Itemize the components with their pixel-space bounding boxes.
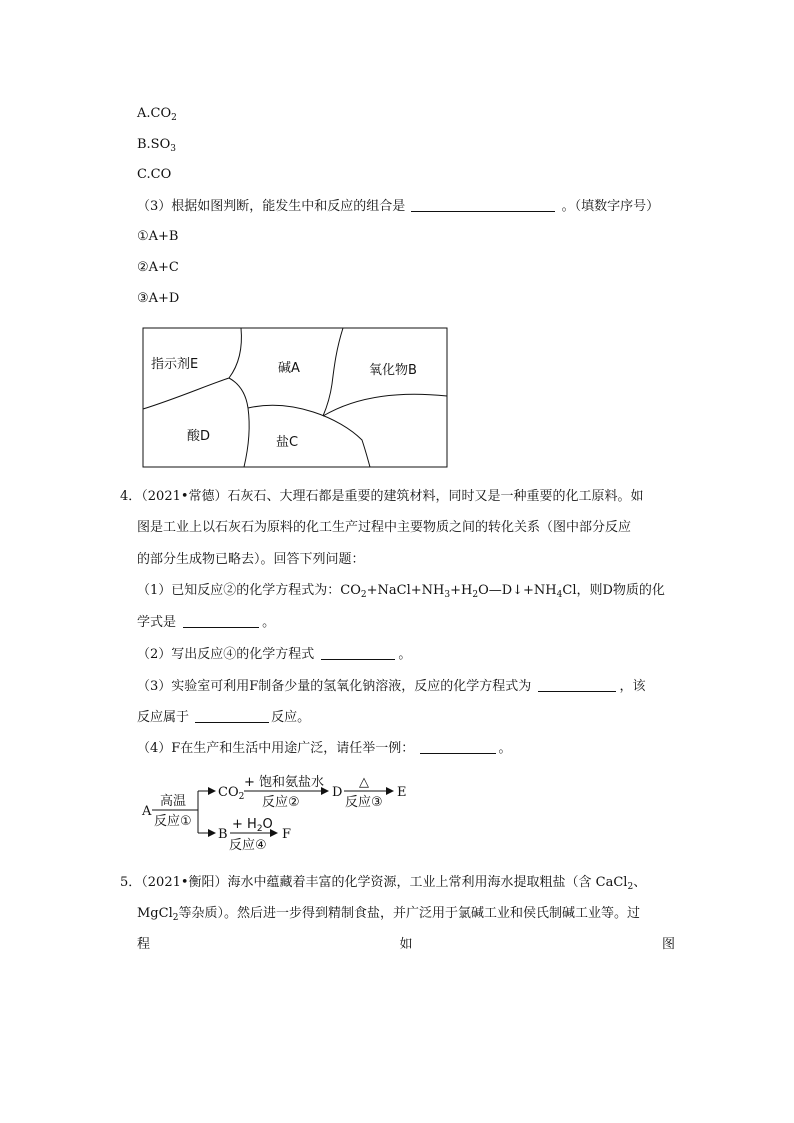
region-base-a: 碱A: [278, 361, 300, 376]
choice-1: ①A+B: [137, 229, 179, 244]
q4-part1: （1）已知反应②的化学方程式为：$CO_2+NaCl+NH_3+H_2O—D↓+NH_4Cl$，则D物质的化: [137, 583, 665, 600]
choice-3: ③A+D: [137, 291, 180, 306]
region-salt-c: 盐C: [276, 435, 299, 450]
option-a: $A.CO_2$: [137, 106, 177, 123]
region-acid-d: 酸D: [187, 429, 211, 444]
q4-part3-line2: 反应属于 反应。: [137, 710, 311, 725]
q4-line1: 4．（2021•常德）石灰石、大理石都是重要的建筑材料，同时又是一种重要的化工原料。如: [120, 489, 644, 504]
q4-part3: （3）实验室可利用F制备少量的氢氧化钠溶液，反应的化学方程式为 ，该: [137, 679, 646, 694]
option-b: $B.SO_3$: [137, 137, 176, 154]
q5-line2: MgCl$_2$等杂质）。然后进一步得到精制食盐，并广泛用于氯碱工业和侯氏制碱工业等。过: [137, 906, 640, 923]
flow-e: E: [397, 785, 407, 800]
cond4-top: + $H_2O$: [232, 817, 273, 834]
q4-part1-line2: 学式是 。: [137, 615, 276, 630]
flow-a: A: [142, 804, 152, 819]
cond1-top: 高温: [160, 794, 187, 809]
cond2-top: + 饱和氨盐水: [244, 775, 325, 790]
q4-line2: 图是工业上以石灰石为原料的化工生产过程中主要物质之间的转化关系（图中部分反应: [137, 520, 632, 535]
cond2-bot: 反应②: [262, 795, 300, 810]
q5-line3: 程 如 图: [137, 937, 675, 952]
option-c: C.CO: [137, 167, 172, 182]
choice-2: ②A+C: [137, 260, 179, 275]
region-oxide-b: 氧化物B: [369, 363, 417, 378]
cond3-bot: 反应③: [345, 795, 383, 810]
cond3-top: △: [359, 775, 369, 790]
flow-f: F: [282, 827, 292, 842]
region-indicator-e: 指示剂E: [151, 357, 199, 372]
q4-part2: （2）写出反应④的化学方程式 。: [137, 647, 412, 662]
cond1-bot: 反应①: [154, 814, 192, 829]
flow-co2: $CO_2$: [218, 785, 245, 802]
q4-part4: （4）F在生产和生活中用途广泛，请任举一例： 。: [137, 741, 512, 756]
q3-part3: （3）根据如图判断，能发生中和反应的组合是 。（填数字序号）: [137, 199, 660, 214]
q5-line1: 5．（2021•衡阳）海水中蕴藏着丰富的化学资源，工业上常利用海水提取粗盐（含 CaCl$_2$、: [120, 875, 647, 892]
cond4-bot: 反应④: [229, 838, 267, 853]
q4-line3: 的部分生成物已略去）。回答下列问题：: [137, 552, 365, 567]
flow-d: D: [332, 785, 343, 800]
flow-b: B: [218, 827, 228, 842]
